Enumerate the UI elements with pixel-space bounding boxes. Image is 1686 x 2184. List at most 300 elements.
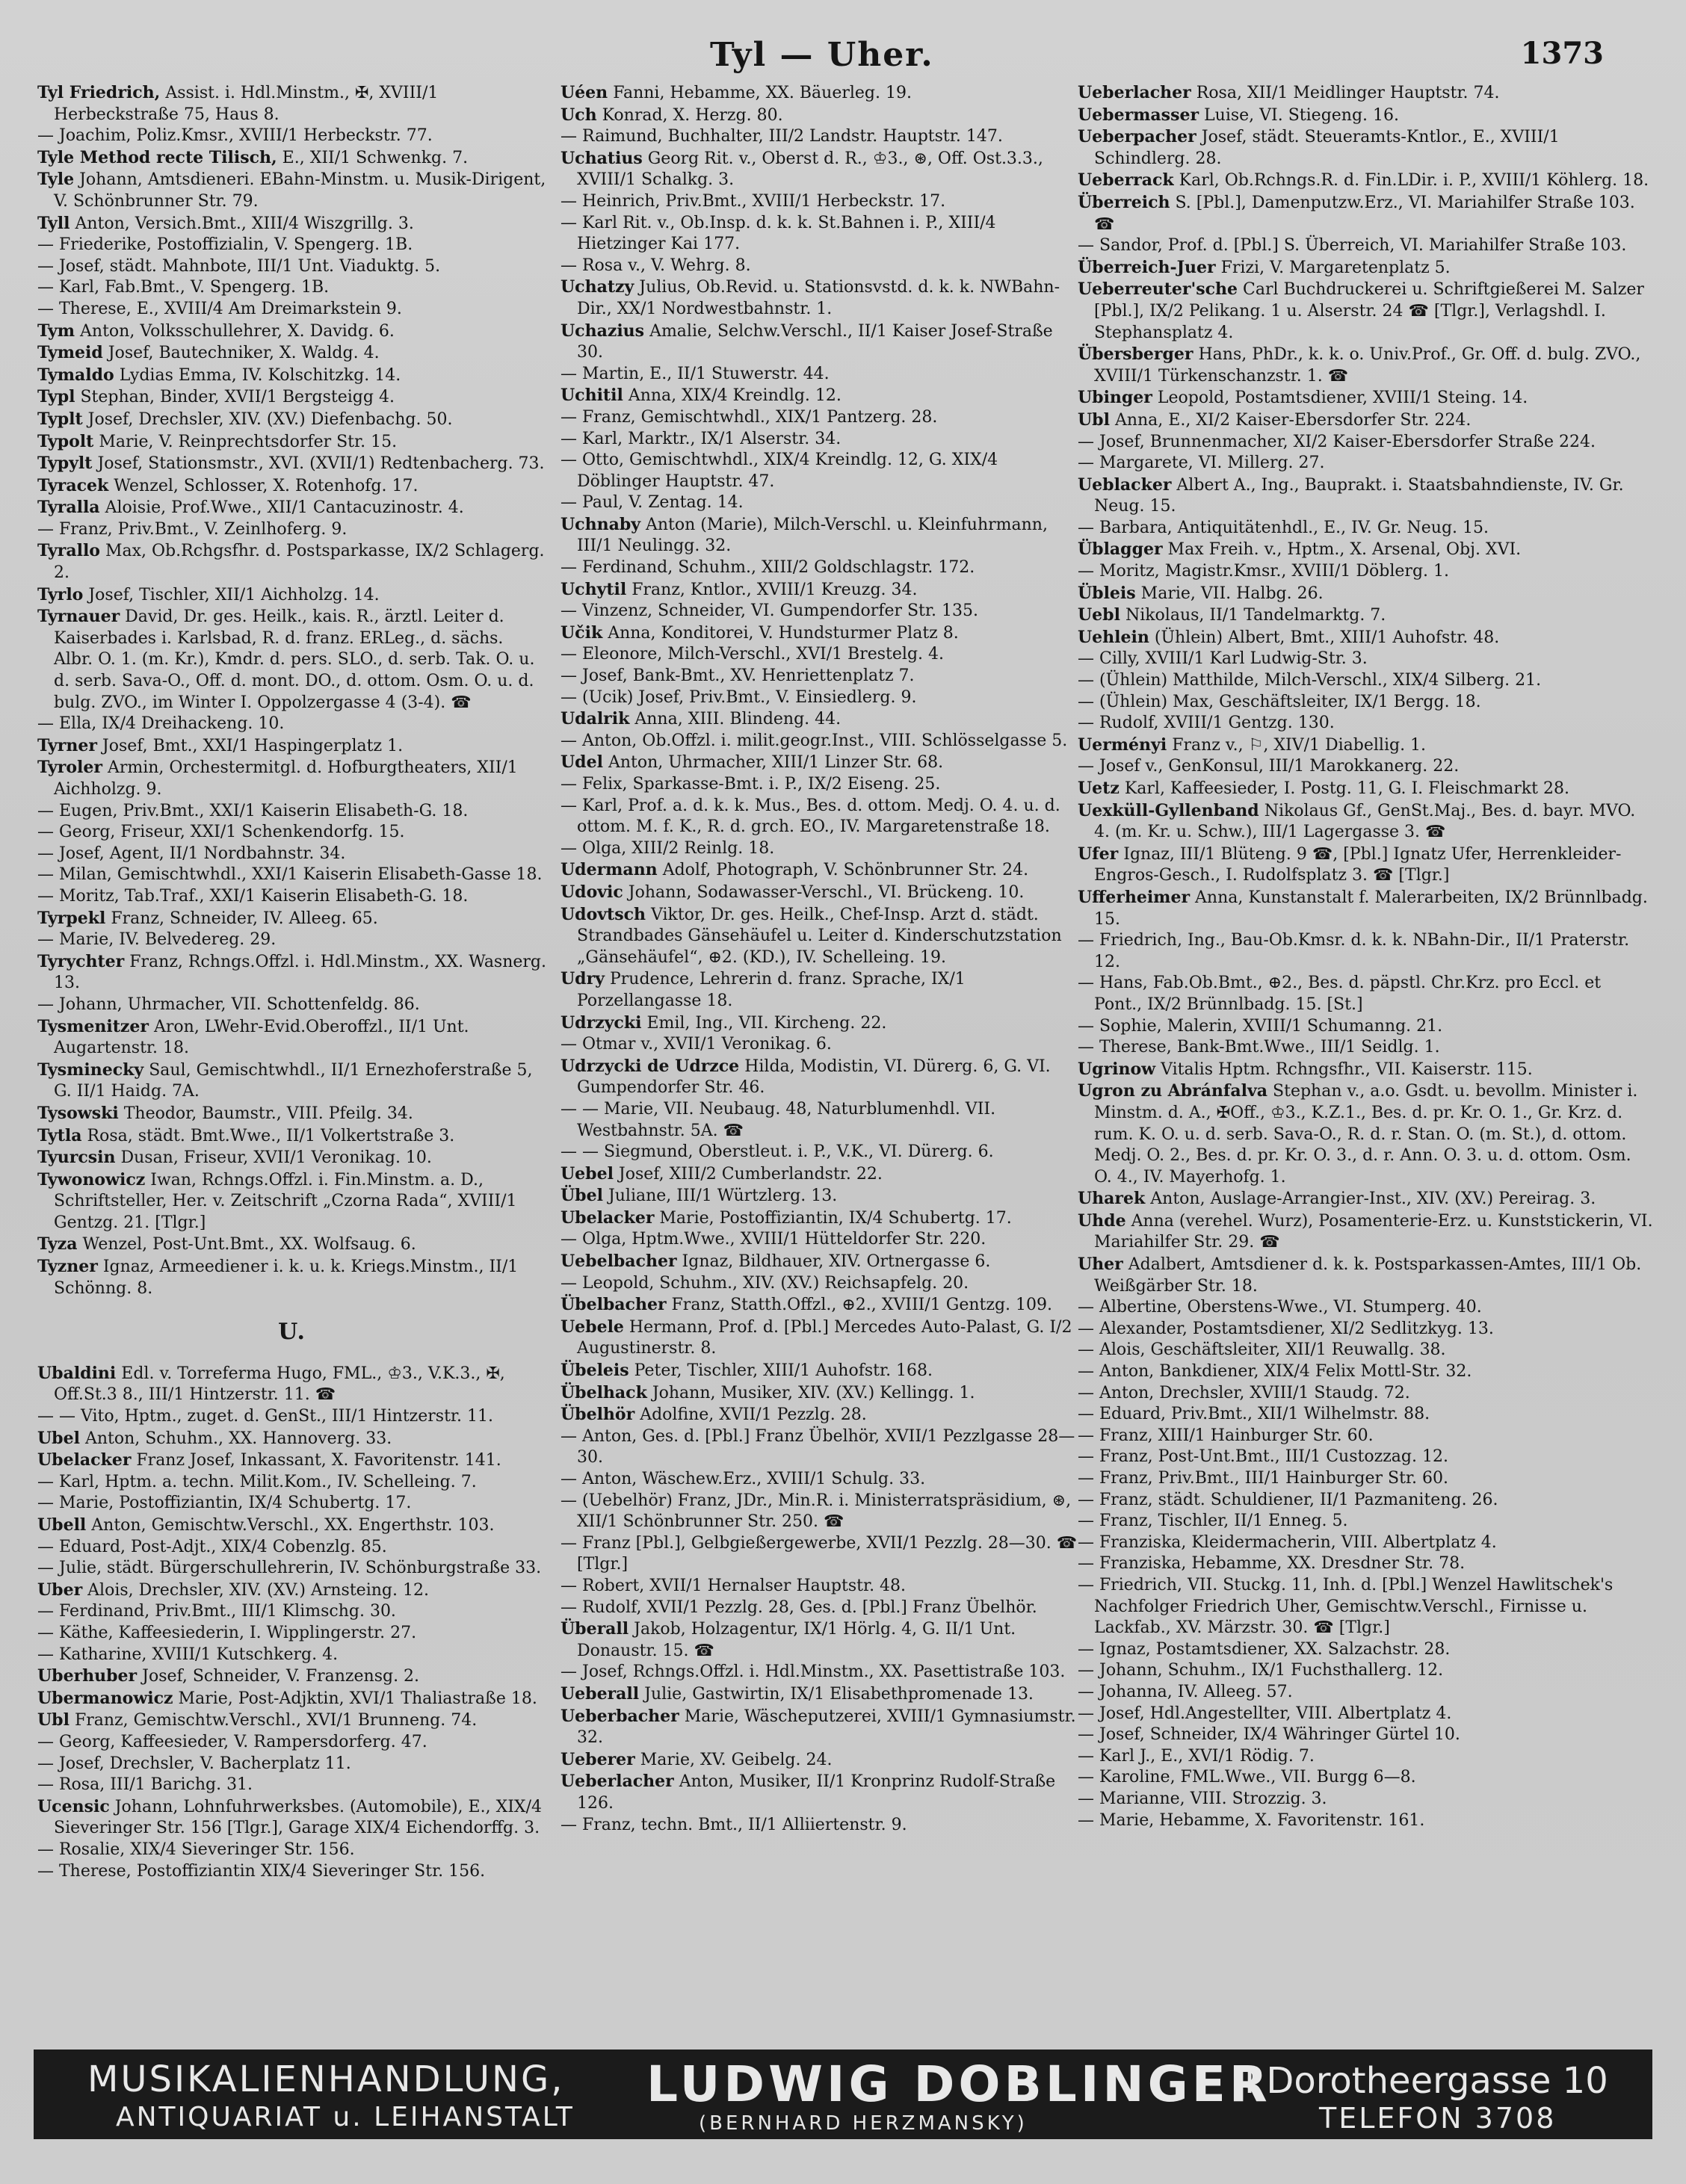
directory-entry [561,859,1084,882]
entry-details: Adolf, Photograph, V. Schönbrunner Str. 24. [662,861,1029,880]
entry-surname: Uharek [1078,1189,1146,1209]
entry-details: Josef, Drechsler, XIV. (XV.) Diefenbachg. 50. [87,409,453,429]
entry-details: — Marie, IV. Belvedereg. 29. [37,930,277,950]
entry-details: — Karl, Marktr., IX/1 Alserstr. 34. [561,429,842,448]
directory-entry [561,579,1084,601]
page-number: 1373 [1520,36,1604,71]
entry-surname: Tyroler [37,758,102,778]
directory-entry [37,1234,547,1256]
entry-details: — Josef, Agent, II/1 Nordbahnstr. 34. [37,844,346,863]
entry-details: — Hans, Fab.Ob.Bmt., ⊕2., Bes. d. päpstl. Chr.Krz. pro Eccl. et Pont., IX/2 Brünnlbadg. 15. [St.] [1078,974,1602,1014]
page-header [0,36,1686,81]
directory-entry [1078,235,1653,257]
entry-details: — Julie, städt. Bürgerschullehrerin, IV. Schönburgstraße 33. [37,1559,542,1578]
directory-entry [561,450,1084,492]
entry-details: Carl Buchdruckerei u. Schriftgießerei M. Salzer [Pbl.], IX/2 Pelikang. 1 u. Alserstr. 24 ☎ [Tlgr.], Verlagshdl. I. Stephansplatz 4. [1094,280,1644,342]
directory-entry [37,1623,547,1645]
entry-details: Marie, Post-Adjktin, XVI/1 Thaliastraße 18. [178,1689,537,1708]
directory-entry [1078,800,1653,844]
entry-details: Fanni, Hebamme, XX. Bäuerleg. 19. [613,84,912,102]
directory-entry [1078,539,1653,561]
entry-details: Anton, Uhrmacher, XIII/1 Linzer Str. 68. [608,753,944,773]
directory-entry [1078,1724,1653,1746]
entry-details: — Johanna, IV. Alleeg. 57. [1078,1682,1293,1701]
entry-details: Edl. v. Torreferma Hugo, FML., ♔3., V.K.3., ✠, Off.St.3 8., III/1 Hintzerstr. 11. ☎ [54,1364,505,1405]
entry-details: Dusan, Friseur, XVII/1 Veronikag. 10. [120,1148,432,1168]
directory-entry [1078,409,1653,432]
entry-details: — Cilly, XVIII/1 Karl Ludwig-Str. 3. [1078,649,1368,669]
directory-entry [37,1840,547,1861]
entry-details: — Rosa, III/1 Barichg. 31. [37,1775,253,1795]
entry-surname: Typl [37,387,75,407]
entry-surname: Tyza [37,1234,78,1255]
column-middle [561,82,1084,2055]
directory-entry [561,213,1084,256]
directory-entry [561,492,1084,514]
entry-surname: Tyrpekl [37,908,106,928]
entry-details: — Therese, Postoffiziantin XIX/4 Sieveringer Str. 156. [37,1861,486,1881]
entry-surname: Ubell [37,1515,87,1535]
directory-entry [561,731,1084,752]
entry-surname: Udalrik [561,709,630,729]
entry-details: Adalbert, Amtsdiener d. k. k. Postsparkassen-Amtes, III/1 Ob. Weißgärber Str. 18. [1094,1255,1642,1296]
entry-surname: Tyurcsin [37,1148,116,1168]
directory-entry [1078,126,1653,170]
entry-details: — Karl, Prof. a. d. k. k. Mus., Bes. d. ottom. Medj. O. 4. u. d. ottom. M. f. K., R. d. grch. EO., IV. Margaretenstraße 18. [561,796,1060,837]
entry-details: Josef, Bautechniker, X. Waldg. 4. [108,344,380,363]
entry-details: — Olga, XIII/2 Reinlg. 18. [561,838,775,858]
directory-entry [1078,1575,1653,1639]
directory-entry [37,82,547,126]
entry-details: Anna, E., XI/2 Kaiser-Ebersdorfer Str. 224. [1114,410,1472,430]
entry-details: — Eugen, Priv.Bmt., XXI/1 Kaiserin Elisabeth-G. 18. [37,801,469,820]
directory-entry [561,321,1084,364]
entry-surname: Uchazius [561,321,645,341]
directory-entry [37,844,547,865]
directory-entry [1078,649,1653,670]
directory-entry [37,1710,547,1732]
entry-surname: Uebel [561,1163,614,1184]
entry-details: Julie, Gastwirtin, IX/1 Elisabethpromenade 13. [644,1684,1034,1704]
entry-surname: Ueblacker [1078,474,1172,495]
entry-details: — Josef, städt. Mahnbote, III/1 Unt. Viaduktg. 5. [37,256,441,276]
entry-details: — Georg, Friseur, XXI/1 Schenkendorfg. 15. [37,823,405,842]
directory-entry [37,1861,547,1883]
entry-details: Iwan, Rchngs.Offzl. i. Fin.Minstm. a. D., Schriftsteller, Her. v. Zeitschrift „Czorna Rada“, XVIII/1 Gentzg. 21. [Tlgr.] [54,1170,517,1232]
entry-surname: Tyrnauer [37,607,120,627]
entry-details: Stephan v., a.o. Gsdt. u. bevollm. Minister i. Minstm. d. A., ✠Off., ♔3., K.Z.1., Bes. d. pr. Kr. O. 1., Gr. Krz. d. rum. K. O. u. d. serb. Sava-O., R. d. r. Stan. O. (m. St.), d. ottom. Medj. O. 2., Bes. d. pr. Kr. O. 3., d. r. Ann. O. 3. u. d. ottom. Osm. O. 4., IV. Mayerhofg. 1. [1094,1082,1638,1187]
directory-entry [37,1169,547,1234]
entry-details: — Georg, Kaffeesieder, V. Rampersdorferg. 47. [37,1732,427,1751]
entry-details: Anton, Gemischtw.Verschl., XX. Engerthstr. 103. [91,1516,495,1535]
entry-surname: Uetz [1078,779,1120,798]
entry-details: Julius, Ob.Revid. u. Stationsvstd. d. k. k. NWBahn-Dir., XX/1 Nordwestbahnstr. 1. [577,278,1060,318]
directory-entry [37,453,547,475]
entry-details: — Sophie, Malerin, XVIII/1 Schumanng. 21. [1078,1016,1443,1036]
entry-details: Wenzel, Post-Unt.Bmt., XX. Wolfsaug. 6. [82,1235,416,1255]
entry-details: — Eduard, Post-Adjt., XIX/4 Cobenzlg. 85. [37,1537,387,1556]
directory-entry [561,514,1084,557]
entry-details: — Anton, Drechsler, XVIII/1 Staudg. 72. [1078,1383,1410,1402]
entry-surname: Udry [561,969,605,989]
directory-entry [1078,279,1653,344]
entry-details: Nikolaus Gf., GenSt.Maj., Bes. d. bayr. MVO. 4. (m. Kr. u. Schw.), III/1 Lagergasse 3. ☎ [1094,801,1636,842]
entry-details: — Leopold, Schuhm., XIV. (XV.) Reichsapfelg. 20. [561,1273,969,1293]
entry-surname: Uberhuber [37,1666,138,1686]
directory-entry [37,1754,547,1775]
entry-details: Aloisie, Prof.Wwe., XII/1 Cantacuzinostr. 4. [105,498,464,518]
directory-entry [1078,432,1653,454]
entry-details: Hermann, Prof. d. [Pbl.] Mercedes Auto-Palast, G. I/2 Augustinerstr. 8. [577,1317,1072,1358]
directory-entry [37,169,547,212]
advertisement-banner [34,2050,1652,2139]
directory-entry [561,1815,1084,1837]
entry-surname: Typlt [37,409,83,429]
entry-details: — Ferdinand, Schuhm., XIII/2 Goldschlagstr. 172. [561,558,975,578]
entry-surname: Ueberreuter'sche [1078,279,1238,300]
directory-entry [37,886,547,908]
entry-surname: Tymeid [37,343,103,363]
entry-details: — Karl, Hptm. a. techn. Milit.Kom., IV. Schelleing. 7. [37,1472,477,1491]
entry-surname: Uchitil [561,386,623,406]
directory-entry [1078,82,1653,105]
entry-details: Peter, Tischler, XIII/1 Auhofstr. 168. [634,1361,933,1381]
directory-entry [37,1558,547,1580]
entry-details: — Josef, Rchngs.Offzl. i. Hdl.Minstm., XX. Pasettistraße 103. [561,1662,1066,1682]
entry-surname: Udovtsch [561,904,646,924]
directory-entry [37,1601,547,1623]
entry-details: — Ferdinand, Priv.Bmt., III/1 Klimschg. 30. [37,1602,396,1621]
entry-surname: Uchnaby [561,514,640,534]
entry-surname: Üblagger [1078,539,1163,560]
directory-entry [37,1147,547,1169]
entry-details: Franz, Gemischtw.Verschl., XVI/1 Brunneng. 74. [74,1711,478,1730]
directory-entry [561,968,1084,1012]
entry-details: Anna (verehel. Wurz), Posamenterie-Erz. u. Kunststickerin, VI. Mariahilfer Str. 29. ☎ [1094,1211,1653,1252]
directory-entry [1078,734,1653,757]
entry-details: — Katharine, XVIII/1 Kutschkerg. 4. [37,1645,339,1664]
directory-entry [37,908,547,930]
directory-entry [561,1163,1084,1186]
entry-surname: Udermann [561,860,658,880]
entry-details: — Barbara, Antiquitätenhdl., E., IV. Gr. Neug. 15. [1078,518,1489,537]
entry-details: Hilda, Modistin, VI. Dürerg. 6, G. VI. Gumpendorfer Str. 46. [577,1057,1051,1098]
directory-entry [1078,1210,1653,1254]
entry-surname: Tyl Friedrich, [37,83,161,102]
directory-entry [561,126,1084,148]
entry-surname: Uebermasser [1078,105,1199,125]
entry-details: — Robert, XVII/1 Hernalser Hauptstr. 48. [561,1576,907,1595]
directory-entry [37,864,547,886]
entry-details: Franz, Statth.Offzl., ⊕2., XVIII/1 Gentzg. 109. [671,1296,1053,1315]
directory-entry [561,191,1084,213]
entry-surname: Ueberlacher [1078,83,1191,102]
directory-entry [37,1688,547,1710]
directory-entry [37,1665,547,1688]
entry-details: Juliane, III/1 Würtzlerg. 13. [608,1187,838,1206]
entry-details: — Alexander, Postamtsdiener, XI/2 Sedlitzkyg. 13. [1078,1319,1494,1338]
entry-surname: Übelhack [561,1382,647,1402]
entry-surname: Tytla [37,1125,82,1145]
entry-surname: Uchatzy [561,277,634,297]
entry-details: — Milan, Gemischtwhdl., XXI/1 Kaiserin Elisabeth-Gasse 18. [37,865,543,885]
directory-entry [1078,1037,1653,1059]
entry-details: — (Ucik) Josef, Priv.Bmt., V. Einsiedlerg. 9. [561,687,917,707]
entry-details: — Franz, städt. Schuldiener, II/1 Pazmaniteng. 26. [1078,1490,1498,1509]
entry-details: — Josef v., GenKonsul, III/1 Marokkanerg. 22. [1078,757,1460,776]
entry-details: — Marianne, VIII. Strozzig. 3. [1078,1789,1327,1808]
entry-details: Ignaz, Bildhauer, XIV. Ortnergasse 6. [682,1252,991,1272]
entry-details: — Anton, Ob.Offzl. i. milit.geogr.Inst., VIII. Schlösselgasse 5. [561,731,1068,750]
directory-entry [561,601,1084,622]
entry-details: — Karl, Fab.Bmt., V. Spengerg. 1B. [37,278,330,297]
entry-details: Anton, Auslage-Arrangier-Inst., XIV. (XV.) Pereirag. 3. [1150,1190,1596,1209]
entry-details: Karl, Ob.Rchngs.R. d. Fin.LDir. i. P., XVIII/1 Köhlerg. 18. [1179,171,1649,191]
entry-details: — Paul, V. Zentag. 14. [561,493,744,513]
entry-surname: Ubaldini [37,1363,117,1383]
directory-columns [37,82,1652,2055]
entry-details: — Josef, Drechsler, V. Bacherplatz 11. [37,1754,351,1773]
entry-details: — Franz, Priv.Bmt., III/1 Hainburger Str. 60. [1078,1469,1448,1488]
entry-details: — Franz [Pbl.], Gelbgießergewerbe, XVII/1 Pezzlg. 28—30. ☎ [Tlgr.] [561,1533,1078,1574]
entry-details: Josef, XIII/2 Cumberlandstr. 22. [618,1164,883,1184]
entry-details: Anton, Versich.Bmt., XIII/4 Wiszgrillg. 3. [75,214,414,233]
entry-surname: Uerményi [1078,734,1167,755]
entry-details: — Otto, Gemischtwhdl., XIX/4 Kreindlg. 12, G. XIX/4 Döblinger Hauptstr. 47. [561,451,998,491]
entry-details: Anton, Volksschullehrer, X. Davidg. 6. [80,321,395,341]
entry-details: Anton, Musiker, II/1 Kronprinz Rudolf-Straße 126. [577,1772,1056,1813]
entry-surname: Ueberall [561,1683,640,1704]
entry-details: Franz, Schneider, IV. Alleeg. 65. [111,909,378,928]
entry-details: — Rudolf, XVII/1 Pezzlg. 28, Ges. d. [Pbl.] Franz Übelhör. [561,1597,1037,1617]
entry-details: Max Freih. v., Hptm., X. Arsenal, Obj. XVI. [1167,540,1522,560]
entry-details: — Ignaz, Postamtsdiener, XX. Salzachstr. 28. [1078,1639,1451,1659]
entry-details: Josef, Schneider, V. Franzensg. 2. [142,1667,420,1686]
column-right [1078,82,1653,2055]
entry-details: — Rudolf, XVIII/1 Gentzg. 130. [1078,714,1335,733]
entry-details: Jakob, Holzagentur, IX/1 Hörlg. 4, G. II/1 Unt. Donaustr. 15. ☎ [577,1620,1016,1660]
entry-details: — Rosalie, XIX/4 Sieveringer Str. 156. [37,1840,355,1859]
entry-details: — Josef, Bank-Bmt., XV. Henriettenplatz 7. [561,666,915,686]
directory-entry [37,801,547,823]
directory-entry [561,385,1084,407]
entry-surname: Tyrner [37,735,97,755]
directory-entry [37,235,547,256]
entry-details: Hans, PhDr., k. k. o. Univ.Prof., Gr. Off. d. bulg. ZVO., XVIII/1 Türkenschanzstr. 1. ☎ [1094,345,1641,386]
entry-surname: Ubl [1078,409,1110,430]
entry-details: — Albertine, Oberstens-Wwe., VI. Stumperg. 40. [1078,1298,1482,1317]
directory-entry [1078,561,1653,583]
entry-surname: Ubel [37,1428,80,1448]
entry-details: Franz, Rchngs.Offzl. i. Hdl.Minstm., XX. Wasnerg. 13. [54,952,546,993]
entry-details: — Olga, Hptm.Wwe., XVIII/1 Hütteldorfer Str. 220. [561,1230,986,1249]
banner-left-line1: MUSIKALIENHANDLUNG, [87,2058,565,2100]
entry-details: — Franz, techn. Bmt., II/1 Alliiertenstr. 9. [561,1815,907,1834]
entry-surname: Tyzner [37,1257,98,1277]
entry-details: — Raimund, Buchhalter, III/2 Landstr. Hauptstr. 147. [561,127,1003,146]
directory-entry [561,1056,1084,1099]
directory-entry [37,540,547,584]
entry-surname: Übeleis [561,1361,629,1381]
entry-details: Franz, Kntlor., XVIII/1 Kreuzg. 34. [632,580,918,599]
directory-entry [561,1034,1084,1056]
directory-entry [1078,1188,1653,1210]
directory-entry [37,1450,547,1472]
entry-surname: Übelbacher [561,1295,667,1315]
directory-entry [561,838,1084,860]
directory-entry [37,1732,547,1754]
directory-entry [1078,105,1653,127]
entry-details: — Ella, IX/4 Dreihackeng. 10. [37,714,285,734]
directory-entry [1078,1361,1653,1383]
entry-details: — (Ühlein) Max, Geschäftsleiter, IX/1 Bergg. 18. [1078,692,1481,711]
entry-details: Franz v., ⚐, XIV/1 Diabellig. 1. [1172,735,1427,755]
entry-details: — Friedrich, Ing., Bau-Ob.Kmsr. d. k. k. NBahn-Dir., II/1 Praterstr. 12. [1078,931,1630,971]
entry-details: Marie, Postoffiziantin, IX/4 Schubertg. 17. [659,1208,1012,1228]
directory-entry [1078,692,1653,714]
directory-entry [37,1103,547,1125]
entry-details: Vitalis Hptm. Rchngsfhr., VII. Kaiserstr. 115. [1161,1059,1533,1079]
entry-details: — Anton, Wäschew.Erz., XVIII/1 Schulg. 33. [561,1470,926,1488]
entry-details: — Vinzenz, Schneider, VI. Gumpendorfer Str. 135. [561,601,978,621]
entry-details: — (Uebelhör) Franz, JDr., Min.R. i. Ministerratspräsidium, ⊛, XII/1 Schönbrunner Str. 250. ☎ [561,1491,1072,1532]
directory-entry [37,1515,547,1537]
directory-entry [37,1537,547,1559]
directory-entry [561,1706,1084,1749]
entry-details: Lydias Emma, IV. Kolschitzkg. 14. [119,365,401,385]
entry-details: Viktor, Dr. ges. Heilk., Chef-Insp. Arzt d. städt. Strandbades Gänsehäufel u. Leiter d. Kinderschutzstation „Gänsehäufel“, ⊕2. (KD.), IV. Schelleing. 19. [577,905,1062,967]
entry-surname: Tyle [37,170,75,190]
entry-details: Marie, V. Reinprechtsdorfer Str. 15. [99,432,398,451]
directory-entry [1078,1404,1653,1426]
directory-entry [37,606,547,714]
entry-details: Armin, Orchestermitgl. d. Hofburgtheaters, XII/1 Aichholzg. 9. [54,758,518,799]
directory-entry [1078,1080,1653,1188]
directory-entry [37,1775,547,1796]
entry-surname: Ueberbacher [561,1706,679,1726]
entry-details: — Joachim, Poliz.Kmsr., XVIII/1 Herbeckstr. 77. [37,126,433,146]
directory-entry [1078,1254,1653,1297]
directory-entry [1078,1767,1653,1789]
entry-details: Anna, XIII. Blindeng. 44. [634,710,842,729]
directory-entry [561,1273,1084,1295]
directory-entry [1078,756,1653,778]
directory-entry [1078,1639,1653,1661]
entry-surname: Uehlein [1078,627,1149,647]
directory-entry [1078,1490,1653,1512]
entry-details: — Josef, Schneider, IX/4 Währinger Gürtel 10. [1078,1725,1460,1745]
directory-entry [37,1580,547,1602]
directory-entry [1078,1704,1653,1725]
entry-surname: Udrzycki de Udrzce [561,1056,740,1076]
directory-entry [561,1229,1084,1251]
entry-surname: Tym [37,321,75,341]
entry-details: — Sandor, Prof. d. [Pbl.] S. Überreich, VI. Mariahilfer Straße 103. [1078,236,1627,256]
directory-entry [561,774,1084,796]
entry-surname: Udrzycki [561,1012,642,1033]
entry-surname: Ubelacker [561,1207,655,1228]
entry-details: Johann, Lohnfuhrwerksbes. (Automobile), E., XIX/4 Sieveringer Str. 156 [Tlgr.], Garage XIX/4 Eichendorffg. 3. [54,1797,542,1838]
entry-surname: Ueberlacher [561,1772,674,1792]
directory-entry [37,994,547,1016]
directory-entry [37,929,547,951]
directory-entry [561,82,1084,105]
directory-entry [561,429,1084,451]
entry-details: — Franz, Priv.Bmt., V. Zeinlhoferg. 9. [37,519,348,539]
entry-details: — Josef, Hdl.Angestellter, VIII. Albertplatz 4. [1078,1704,1452,1723]
entry-surname: Typolt [37,431,94,451]
entry-details: Georg Rit. v., Oberst d. R., ♔3., ⊛, Off. Ost.3.3., XVIII/1 Schalkg. 3. [577,149,1043,190]
directory-entry [561,1142,1084,1163]
directory-entry [561,1749,1084,1772]
entry-surname: Uber [37,1580,83,1600]
directory-entry [37,1796,547,1840]
directory-entry [561,1683,1084,1706]
directory-entry [561,1771,1084,1814]
directory-entry [37,299,547,321]
directory-entry [37,757,547,800]
entry-details: Ignaz, III/1 Blüteng. 9 ☎, [Pbl.] Ignatz Ufer, Herrenkleider-Engros-Gesch., I. Rudolfsplatz 3. ☎ [Tlgr.] [1094,844,1622,885]
entry-details: Ignaz, Armeediener i. k. u. k. Kriegs.Minstm., II/1 Schönng. 8. [54,1257,519,1298]
directory-entry [1078,930,1653,973]
entry-details: Aron, LWehr-Evid.Oberoffzl., II/1 Unt. Augartenstr. 18. [54,1017,469,1058]
directory-entry [561,1618,1084,1662]
entry-details: Rosa, XII/1 Meidlinger Hauptstr. 74. [1196,84,1500,102]
entry-details: — Martin, E., II/1 Stuwerstr. 44. [561,364,830,383]
directory-entry [1078,1297,1653,1319]
directory-entry [37,584,547,607]
directory-entry [561,256,1084,277]
entry-details: Johann, Sodawasser-Verschl., VI. Brückeng. 10. [628,882,1025,902]
directory-entry [1078,387,1653,409]
entry-details: — Käthe, Kaffeesiederin, I. Wipplingerstr. 27. [37,1623,417,1642]
entry-surname: Uhde [1078,1210,1126,1231]
entry-details: Stephan, Binder, XVII/1 Bergsteigg 4. [80,388,395,407]
directory-entry [1078,1426,1653,1447]
directory-entry [37,213,547,235]
entry-details: Emil, Ing., VII. Kircheng. 22. [646,1013,887,1033]
directory-entry [37,1363,547,1406]
directory-entry [561,1360,1084,1382]
section-letter: U. [278,1319,306,1346]
directory-entry [561,708,1084,731]
directory-entry [37,497,547,519]
entry-details: Marie, XV. Geibelg. 24. [640,1750,833,1769]
entry-details: — Margarete, VI. Millerg. 27. [1078,454,1325,473]
directory-entry [561,622,1084,645]
directory-entry [1078,344,1653,387]
entry-details: — Anton, Ges. d. [Pbl.] Franz Übelhör, XVII/1 Pezzlgasse 28—30. [561,1426,1075,1467]
entry-details: Saul, Gemischtwhdl., II/1 Ernezhoferstraße 5, G. II/1 Haidg. 7A. [54,1060,533,1101]
directory-entry [37,822,547,844]
entry-details: Franz Josef, Inkassant, X. Favoritenstr. 141. [136,1451,501,1470]
banner-left-line2: ANTIQUARIAT u. LEIHANSTALT [116,2102,575,2132]
directory-entry [561,687,1084,709]
directory-entry [1078,474,1653,518]
directory-entry [1078,1532,1653,1554]
directory-entry [1078,1789,1653,1810]
entry-surname: Tymaldo [37,365,114,385]
entry-details: Nikolaus, II/1 Tandelmarktg. 7. [1125,606,1386,625]
entry-details: — Therese, E., XVIII/4 Am Dreimarkstein 9. [37,299,402,318]
entry-surname: Ugron zu Abránfalva [1078,1081,1268,1101]
entry-surname: Uexküll-Gyllenband [1078,800,1259,820]
entry-surname: Ueberrack [1078,170,1174,191]
entry-details: — Heinrich, Priv.Bmt., XVIII/1 Herbeckstr. 17. [561,191,946,211]
entry-surname: Tyrychter [37,951,125,971]
directory-entry [37,1406,547,1428]
directory-entry [37,735,547,758]
